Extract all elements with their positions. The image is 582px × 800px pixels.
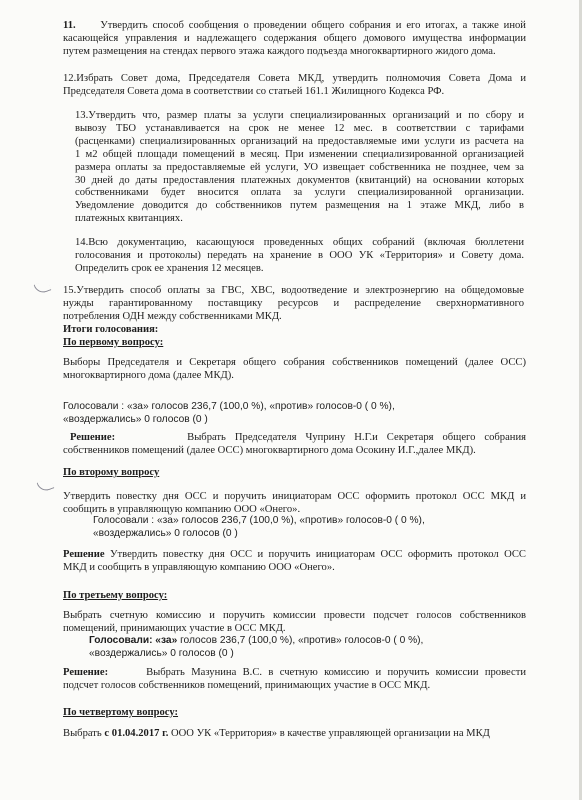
item-13-line6: 30 дней до даты предоставления платежных документов (квитанций) на основании которых — [75, 174, 524, 186]
item-11-number: 11. — [63, 20, 76, 31]
q3-text-line1: Выбрать счетную комиссию и поручить комиссии провести подсчет голосов собственников — [63, 610, 526, 621]
item-15 — [63, 284, 524, 323]
item-15-line3: потребления ОДН между собственниками МКД. — [63, 311, 282, 322]
q3-decision-line2: подсчет голосов собственников помещений, принимающих участие в ОСС МКД. — [63, 680, 431, 691]
q2-decision — [63, 548, 526, 574]
q3-decision-label: Решение: — [63, 667, 109, 678]
q3-text — [63, 609, 526, 635]
item-13-line1: 13.Утвердить что, размер платы за услуги специализированных организаций и по сбору и — [75, 110, 524, 121]
item-13-line3: (расценками) специализированных организаций на предоставляемые ими услуги из расчета на — [75, 135, 524, 147]
q1-votes-line2: «воздержались» 0 голосов (0 ) — [63, 414, 208, 425]
q1-votes-line1: Голосовали : «за» голосов 236,7 (100,0 %), «против» голосов-0 ( 0 %), — [63, 401, 395, 412]
item-14 — [75, 236, 524, 275]
q3-text-line2: помещений, принимающих участие в ОСС МКД. — [63, 623, 286, 634]
q2-text-line1: Утвердить повестку дня ОСС и поручить инициаторам ОСС оформить протокол ОСС МКД и — [63, 491, 526, 502]
pen-mark-icon — [37, 478, 55, 493]
item-11-line1: Утвердить способ сообщения о проведении общего собрания и его итогах, а также иной — [100, 20, 526, 31]
q2-decision-line1: Утвердить повестку дня ОСС и поручить инициаторам ОСС оформить протокол ОСС — [110, 549, 526, 560]
q2-votes — [93, 514, 523, 540]
q1-text-line1: Выборы Председателя и Секретаря общего собрания собственников помещений (далее ОСС) — [63, 357, 526, 368]
q2-text — [63, 490, 526, 516]
item-12-line1: 12.Избрать Совет дома, Председателя Совета МКД, утвердить полномочия Совета Дома и — [63, 73, 526, 84]
q3-decision-line1: Выбрать Мазунина В.С. в счетную комиссию и поручить комиссии провести — [146, 667, 526, 678]
q1-votes — [63, 400, 523, 426]
pen-mark-icon — [34, 280, 52, 295]
q3-votes-line2: «воздержались» 0 голосов (0 ) — [89, 648, 234, 659]
q4-heading: По четвертому вопросу: — [63, 707, 179, 718]
item-13-line8: Уведомление доводится до собственников путем размещения на 1 этаже МКД, либо в — [75, 200, 524, 212]
item-12-line2: Председателя Совета дома в соответствии со статьей 161.1 Жилищного Кодекса РФ. — [63, 86, 445, 97]
item-14-line3: Определить срок ее хранения 12 месяцев. — [75, 263, 264, 274]
q2-decision-line2: МКД и сообщить в управляющую компанию ООО «Онего». — [63, 562, 335, 573]
q2-votes-line1: Голосовали : «за» голосов 236,7 (100,0 %), «против» голосов-0 ( 0 %), — [93, 515, 425, 526]
q2-votes-line2: «воздержались» 0 голосов (0 ) — [93, 528, 238, 539]
q4-text-start: Выбрать — [63, 728, 105, 739]
q1-decision-line2: собственников помещений (далее ОСС) многоквартирного дома Осокину И.Г.,далее МКД). — [63, 445, 476, 456]
q3-votes-line1: голосов 236,7 (100,0 %), «против» голосов-0 ( 0 %), — [177, 635, 424, 646]
q1-decision-line1: Выбрать Председателя Чуприну Н.Г.и Секретаря общего собрания — [187, 432, 526, 443]
q1-text-line2: многоквартирного дома (далее МКД). — [63, 370, 234, 381]
q2-text-line2: сообщить в управляющую компанию ООО «Онего». — [63, 504, 301, 515]
item-11 — [63, 19, 526, 58]
q1-decision — [63, 431, 526, 457]
q1-decision-label: Решение: — [70, 432, 116, 443]
item-13-line7: собственниками будет вносится оплата за услуги специализированной организации. — [75, 187, 524, 199]
q1-text — [63, 356, 526, 382]
results-heading: Итоги голосования: — [63, 324, 159, 335]
q3-decision — [63, 666, 526, 692]
q4-text-rest: ООО УК «Территория» в качестве управляющей организации на МКД — [168, 728, 490, 739]
q4-text-date: с 01.04.2017 г. — [104, 728, 169, 739]
item-14-line1: 14.Всю документацию, касающуюся проведенных общих собраний (включая бюллетени — [75, 237, 524, 248]
item-13-line2: вывозу ТБО устанавливается на срок не менее 12 мес. в соответствии с тарифами — [75, 122, 524, 134]
item-12 — [63, 72, 526, 98]
item-15-line2: нужды гарантированному поставщику ресурсов и распределение сверхнормативного — [63, 298, 524, 309]
item-13-line5: размера оплаты за предоставляемые ей услуги, УО извещает собственника не позднее, чем за — [75, 161, 524, 173]
item-11-line2: касающейся управления и надлежащего содержания общего домового имущества информации — [63, 33, 526, 44]
q1-heading: По первому вопросу: — [63, 337, 164, 348]
q3-votes — [89, 634, 519, 660]
item-13 — [75, 110, 524, 226]
q3-votes-label: Голосовали: «за» — [89, 635, 178, 646]
q2-decision-label: Решение — [63, 549, 105, 560]
q4-text — [63, 727, 526, 740]
q2-heading: По второму вопросу — [63, 467, 160, 478]
item-11-line3: путем размещения на стендах первого этажа каждого подъезда многоквартирного жидого дома. — [63, 46, 496, 57]
item-15-line1: 15.Утвердить способ оплаты за ГВС, ХВС, водоотведение и электроэнергию на общедомовые — [63, 285, 524, 296]
item-13-line4: 1 м2 общей площади помещений в месяц. При изменении специализированной организацией — [75, 148, 524, 160]
q3-heading: По третьему вопросу: — [63, 590, 168, 601]
item-13-line9: платежных квитанциях. — [75, 213, 183, 225]
item-14-line2: голосования и протоколы) передать на хранение в ООО УК «Территория» и Совету дома. — [75, 250, 524, 261]
